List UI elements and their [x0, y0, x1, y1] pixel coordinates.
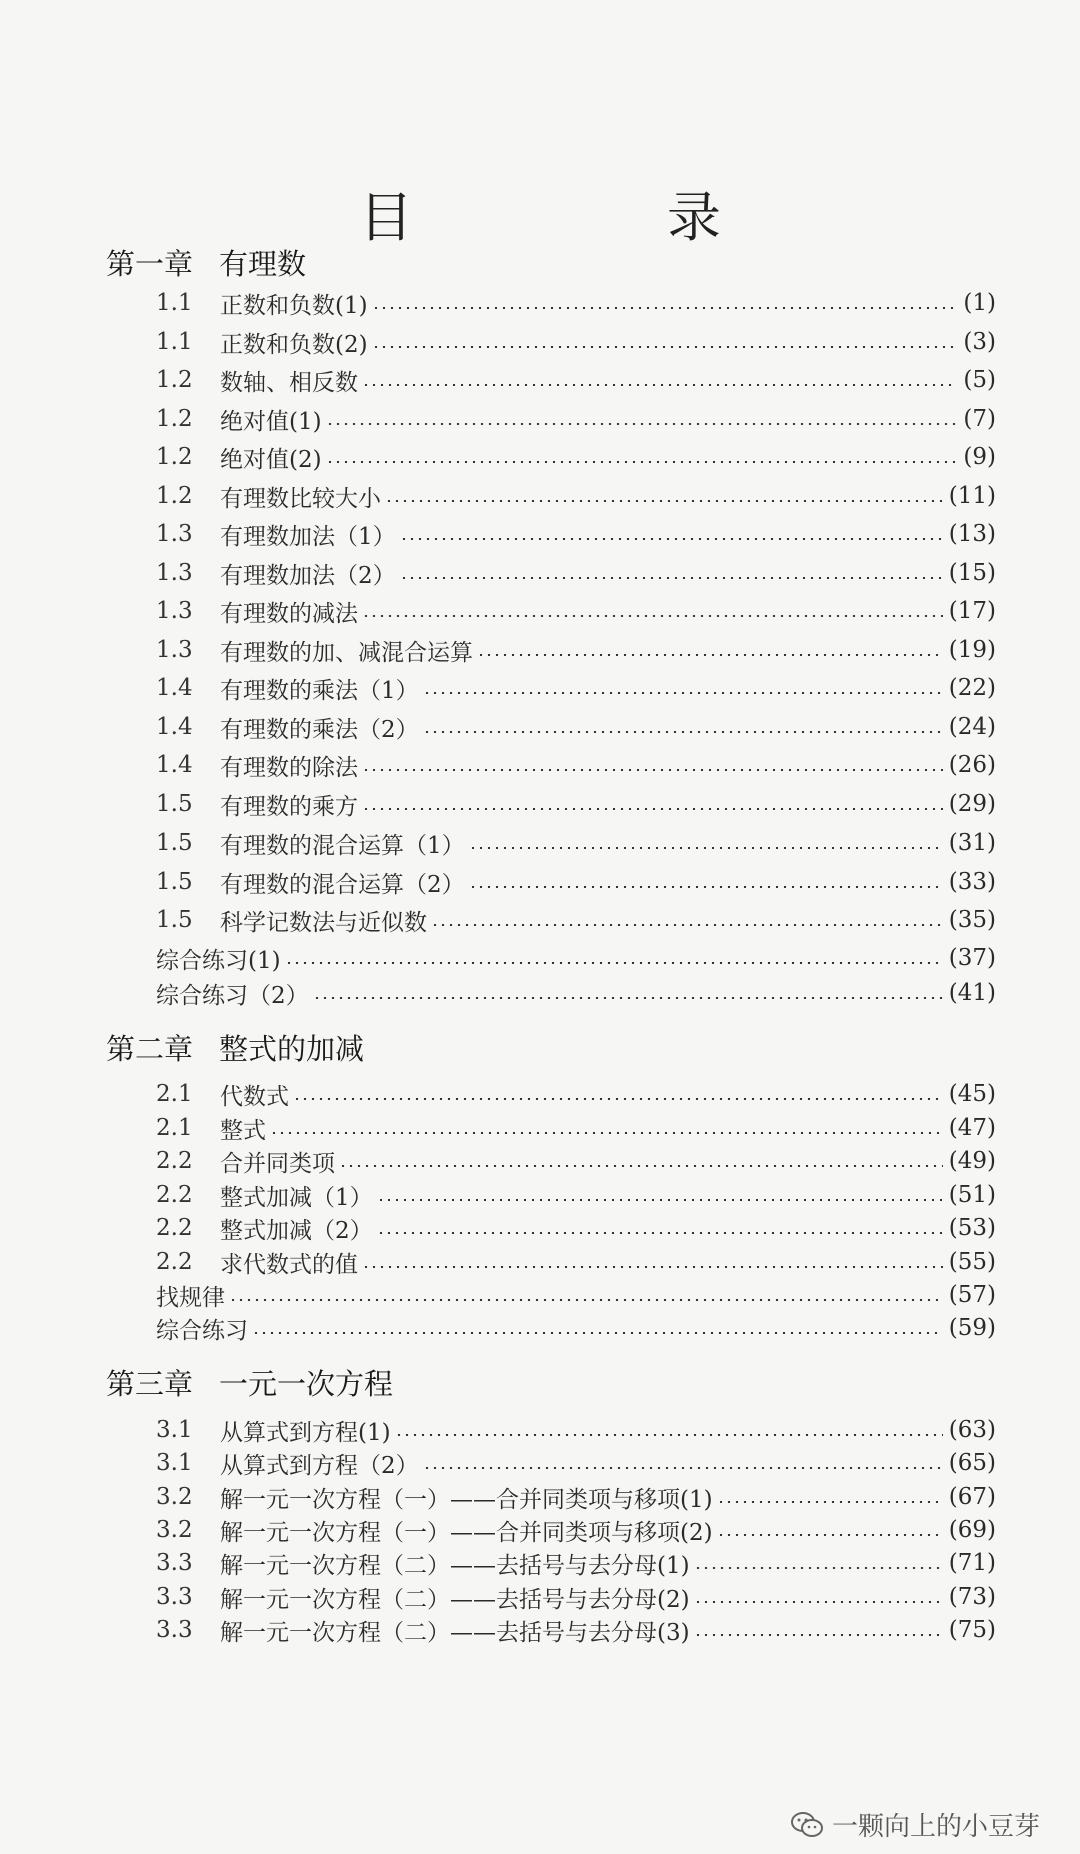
section-number: 3.1: [156, 1417, 193, 1443]
dot-leader: [339, 1165, 943, 1167]
toc-entry[interactable]: [156, 1446, 996, 1480]
entry-title: 解一元一次方程（一）——合并同类项与移项(2): [220, 1519, 713, 1546]
page-number: (37): [948, 945, 996, 971]
toc-entry[interactable]: [156, 556, 996, 590]
dot-leader: [395, 1434, 943, 1436]
section-number: 1.4: [156, 675, 193, 701]
toc-entry[interactable]: [156, 286, 996, 320]
page-number: (55): [948, 1249, 996, 1275]
dot-leader: [423, 692, 943, 694]
toc-entry[interactable]: [156, 363, 996, 397]
entry-title: 综合练习(1): [156, 947, 281, 974]
section-number: 1.1: [156, 290, 193, 316]
dot-leader: [717, 1501, 943, 1503]
page-title: 目 录: [359, 186, 821, 249]
section-number: 2.2: [156, 1182, 193, 1208]
toc-entry[interactable]: [156, 440, 996, 474]
page-number: (49): [948, 1148, 996, 1174]
page-number: (57): [948, 1282, 996, 1308]
page-number: (47): [948, 1115, 996, 1141]
section-number: 1.2: [156, 483, 193, 509]
toc-entry[interactable]: [156, 1211, 996, 1245]
page-number: (17): [948, 598, 996, 624]
chapter-number: 第二章: [106, 1032, 194, 1066]
dot-leader: [293, 1098, 943, 1100]
section-number: 1.1: [156, 329, 193, 355]
dot-leader: [477, 654, 943, 656]
toc-entry[interactable]: [156, 1311, 996, 1345]
page-number: (53): [948, 1215, 996, 1241]
dot-leader: [362, 384, 957, 386]
entry-title: 解一元一次方程（二）——去括号与去分母(1): [220, 1552, 690, 1579]
entry-title: 有理数加法（1）: [220, 523, 396, 550]
entry-title: 有理数比较大小: [220, 485, 381, 512]
page-number: (11): [948, 483, 996, 509]
section-number: 1.4: [156, 752, 193, 778]
section-number: 2.1: [156, 1081, 193, 1107]
entry-title: 绝对值(1): [220, 408, 322, 435]
toc-entry[interactable]: [156, 479, 996, 513]
toc-entry[interactable]: [156, 1245, 996, 1279]
dot-leader: [252, 1332, 943, 1334]
section-number: 2.2: [156, 1215, 193, 1241]
dot-leader: [694, 1567, 943, 1569]
entry-title: 有理数的乘法（1）: [220, 677, 419, 704]
entry-title: 数轴、相反数: [220, 369, 358, 396]
section-number: 1.2: [156, 406, 193, 432]
toc-entry[interactable]: [156, 1144, 996, 1178]
toc-entry[interactable]: [156, 1178, 996, 1212]
entry-title: 整式: [220, 1117, 266, 1144]
toc-entry[interactable]: [156, 976, 996, 1010]
entry-title: 解一元一次方程（二）——去括号与去分母(3): [220, 1619, 690, 1646]
section-number: 1.2: [156, 367, 193, 393]
chapter-name: 一元一次方程: [219, 1367, 394, 1401]
section-number: 3.3: [156, 1550, 193, 1576]
page-number: (65): [948, 1450, 996, 1476]
entry-title: 整式加减（1）: [220, 1184, 373, 1211]
entry-title: 有理数的混合运算（1）: [220, 832, 465, 859]
dot-leader: [362, 808, 943, 810]
dot-leader: [229, 1299, 943, 1301]
watermark: [790, 1806, 1040, 1843]
toc-entry[interactable]: [156, 1413, 996, 1447]
dot-leader: [469, 847, 943, 849]
section-number: 1.5: [156, 907, 193, 933]
section-number: 3.2: [156, 1484, 193, 1510]
section-number: 2.1: [156, 1115, 193, 1141]
section-number: 2.2: [156, 1148, 193, 1174]
dot-leader: [423, 731, 943, 733]
page-number: (35): [948, 907, 996, 933]
toc-entry[interactable]: [156, 1480, 996, 1514]
entry-title: 有理数加法（2）: [220, 562, 396, 589]
dot-leader: [372, 307, 958, 309]
section-number: 1.2: [156, 444, 193, 470]
section-number: 1.5: [156, 830, 193, 856]
section-number: 3.1: [156, 1450, 193, 1476]
section-number: 2.2: [156, 1249, 193, 1275]
entry-title: 解一元一次方程（一）——合并同类项与移项(1): [220, 1486, 713, 1513]
dot-leader: [400, 577, 943, 579]
toc-entry[interactable]: [156, 787, 996, 821]
dot-leader: [270, 1132, 943, 1134]
section-number: 3.2: [156, 1517, 193, 1543]
toc-entry[interactable]: [156, 1278, 996, 1312]
dot-leader: [694, 1601, 943, 1603]
section-number: 1.5: [156, 869, 193, 895]
page-number: (31): [948, 830, 996, 856]
dot-leader: [362, 615, 943, 617]
watermark-text: 一颗向上的小豆芽: [832, 1812, 1041, 1842]
entry-title: 绝对值(2): [220, 446, 322, 473]
dot-leader: [313, 997, 943, 999]
chapter-heading: [106, 1362, 393, 1403]
dot-leader: [377, 1232, 943, 1234]
entry-title: 有理数的乘方: [220, 793, 358, 820]
dot-leader: [362, 1266, 943, 1268]
entry-title: 代数式: [220, 1083, 289, 1110]
entry-title: 找规律: [156, 1284, 225, 1311]
dot-leader: [326, 423, 958, 425]
dot-leader: [400, 538, 943, 540]
section-number: 1.3: [156, 521, 193, 547]
entry-title: 综合练习（2）: [156, 982, 309, 1009]
page-number: (3): [963, 329, 996, 355]
toc-entry[interactable]: [156, 633, 996, 667]
entry-title: 有理数的减法: [220, 600, 358, 627]
entry-title: 综合练习: [156, 1317, 248, 1344]
page-number: (7): [963, 406, 996, 432]
toc-entry[interactable]: [156, 748, 996, 782]
toc-entry[interactable]: [156, 865, 996, 899]
toc-entry[interactable]: [156, 1513, 996, 1547]
chapter-number: 第一章: [106, 247, 194, 281]
dot-leader: [372, 346, 958, 348]
entry-title: 有理数的加、减混合运算: [220, 639, 473, 666]
page-number: (19): [948, 637, 996, 663]
page-number: (75): [948, 1617, 996, 1643]
chapter-heading: [106, 242, 306, 283]
page-number: (29): [948, 791, 996, 817]
page-number: (15): [948, 560, 996, 586]
page-number: (9): [963, 444, 996, 470]
entry-title: 正数和负数(2): [220, 331, 368, 358]
entry-title: 正数和负数(1): [220, 292, 368, 319]
page-number: (69): [948, 1517, 996, 1543]
entry-title: 有理数的混合运算（2）: [220, 871, 465, 898]
page-number: (63): [948, 1417, 996, 1443]
dot-leader: [362, 769, 943, 771]
toc-entry[interactable]: [156, 1077, 996, 1111]
entry-title: 科学记数法与近似数: [220, 909, 427, 936]
wechat-icon: [790, 1811, 824, 1839]
entry-title: 从算式到方程(1): [220, 1419, 391, 1446]
entry-title: 求代数式的值: [220, 1251, 358, 1278]
chapter-number: 第三章: [106, 1367, 194, 1401]
dot-leader: [423, 1467, 943, 1469]
toc-entry[interactable]: [156, 710, 996, 744]
page-number: (73): [948, 1584, 996, 1610]
toc-entry[interactable]: [156, 402, 996, 436]
page-number: (13): [948, 521, 996, 547]
page-number: (51): [948, 1182, 996, 1208]
section-number: 1.3: [156, 598, 193, 624]
entry-title: 有理数的乘法（2）: [220, 716, 419, 743]
toc-entry[interactable]: [156, 671, 996, 705]
toc-entry[interactable]: [156, 325, 996, 359]
toc-entry[interactable]: [156, 1111, 996, 1145]
chapter-name: 整式的加减: [219, 1032, 365, 1066]
dot-leader: [385, 500, 943, 502]
section-number: 1.5: [156, 791, 193, 817]
page-number: (5): [963, 367, 996, 393]
dot-leader: [285, 962, 943, 964]
toc-entry[interactable]: [156, 594, 996, 628]
toc-entry[interactable]: [156, 1546, 996, 1580]
entry-title: 整式加减（2）: [220, 1217, 373, 1244]
page-number: (26): [948, 752, 996, 778]
dot-leader: [694, 1634, 943, 1636]
page-number: (33): [948, 869, 996, 895]
section-number: 1.3: [156, 637, 193, 663]
page-number: (59): [948, 1315, 996, 1341]
toc-entry[interactable]: [156, 941, 996, 975]
page-number: (24): [948, 714, 996, 740]
toc-entry[interactable]: [156, 1613, 996, 1647]
section-number: 1.3: [156, 560, 193, 586]
entry-title: 解一元一次方程（二）——去括号与去分母(2): [220, 1586, 690, 1613]
section-number: 1.4: [156, 714, 193, 740]
entry-title: 有理数的除法: [220, 754, 358, 781]
dot-leader: [431, 924, 943, 926]
toc-entry[interactable]: [156, 517, 996, 551]
page-number: (45): [948, 1081, 996, 1107]
section-number: 3.3: [156, 1584, 193, 1610]
page-number: (71): [948, 1550, 996, 1576]
entry-title: 从算式到方程（2）: [220, 1452, 419, 1479]
dot-leader: [717, 1534, 943, 1536]
dot-leader: [326, 461, 958, 463]
section-number: 3.3: [156, 1617, 193, 1643]
page-number: (41): [948, 980, 996, 1006]
dot-leader: [377, 1199, 943, 1201]
toc-entry[interactable]: [156, 1580, 996, 1614]
chapter-heading: [106, 1027, 364, 1068]
entry-title: 合并同类项: [220, 1150, 335, 1177]
page-number: (67): [948, 1484, 996, 1510]
page-number: (22): [948, 675, 996, 701]
page-number: (1): [963, 290, 996, 316]
dot-leader: [469, 886, 943, 888]
toc-entry[interactable]: [156, 903, 996, 937]
chapter-name: 有理数: [219, 247, 307, 281]
toc-entry[interactable]: [156, 826, 996, 860]
